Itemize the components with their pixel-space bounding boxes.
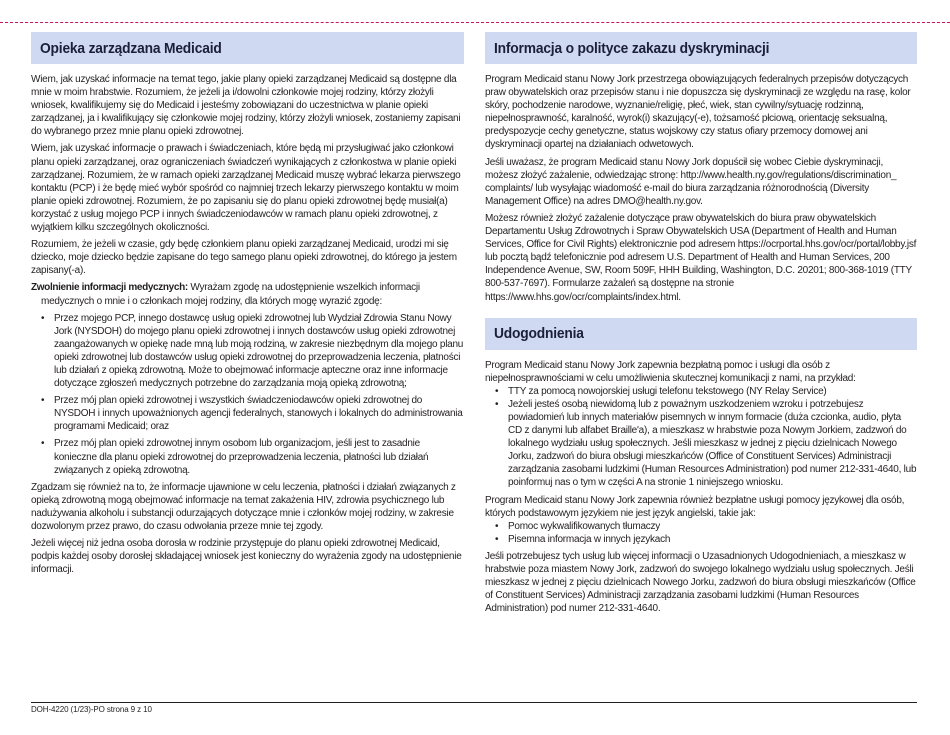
form-number-footer: DOH-4220 (1/23)-PO strona 9 z 10 [31, 705, 152, 714]
paragraph: Wiem, jak uzyskać informacje na temat tego, jakie plany opieki zarządzanej Medicaid są dostępne dla mnie w moim hrabstwie. Rozumiem, że jeżeli ja i/dowolni członkowie mojej rodziny, którzy złożyli wniosek, kwalifikujemy się do Medicaid i jesteśmy zobowiązani do uczestnictwa w planie opieki zarządzanej, ja i kwalifikujący się członkowie mojej rodziny, którzy złożyli wniosek, zostaniemy zapisani do wybranego przez mnie planu opieki zdrowotnej. [31, 74, 461, 138]
paragraph: Jeśli uważasz, że program Medicaid stanu Nowy Jork dopuścił się wobec Ciebie dyskryminacji, możesz złożyć zażalenie, odwiedzając stronę: http://www.health.ny.gov/regulations/discrimination_ complaints/ lub wysyłając wiadomość e-mail do biura zarządzania różnorodnością (Diversity Management Office) na adres DMO@health.ny.gov. [485, 156, 897, 207]
paragraph: Jeżeli więcej niż jedna osoba dorosła w rodzinie przystępuje do planu opieki zdrowotnej Medicaid, podpis każdej osoby dorosłej składającej wniosek jest konieczny do wyrażenia zgody na udostępnienie informacji. [31, 538, 462, 576]
list-item: • Jeżeli jesteś osobą niewidomą lub z poważnym uszkodzeniem wzroku i potrzebujesz powiadomień lub innych materiałów pisemnych w innym formacie (duża czcionka, audio, płyta CD z danymi lub alfabet Braille'a), a mieszkasz w hrabstwie poza Nowym Jorkiem, zadzwoń do lokalnego wydziału usług społecznych. Jeśli mieszkasz w jednej z pięciu dzielnicach Nowego Jorku, zadzwoń do biura obsługi mieszkańców (Office of Constituent Services) Administracji zarządzania zasobami ludzkimi (Human Resources Administration) pod numer 212-331-4640, lub poinformuj nas o tym w części A na stronie 1 niniejszego wniosku. [485, 398, 917, 490]
list-item: • Pomoc wykwalifikowanych tłumaczy [485, 520, 917, 533]
release-text: Wyrażam zgodę na udostępnienie wszelkich informacji medycznych o mnie i o członkach mojej rodziny, dla których mogę wyrazić zgodę: [41, 282, 420, 307]
section-title: Opieka zarządzana Medicaid [40, 39, 222, 57]
paragraph: Program Medicaid stanu Nowy Jork zapewnia bezpłatną pomoc i usługi dla osób z niepełnosprawnościami w celu umożliwienia skutecznej komunikacji z nami, na przykład: [485, 359, 856, 384]
section-header-nondiscrimination [485, 32, 917, 64]
paragraph: Rozumiem, że jeżeli w czasie, gdy będę członkiem planu opieki zarządzanej Medicaid, urodzi mi się dziecko, moje dziecko będzie zapisane do tego samego planu opieki zdrowotnej, do którego ja jestem zapisany(-a). [31, 239, 457, 277]
list-item: • TTY za pomocą nowojorskiej usługi telefonu tekstowego (NY Relay Service) [485, 385, 917, 398]
list-item: • Przez mój plan opieki zdrowotnej innym osobom lub organizacjom, jeśli jest to zasadnie konieczne dla planu opieki zdrowotnej do przeprowadzenia leczenia, płatności lub działań związanych z opieką zdrowotną. [31, 437, 464, 476]
list-item: • Przez mojego PCP, innego dostawcę usług opieki zdrowotnej lub Wydział Zdrowia Stanu Nowy Jork (NYSDOH) do mojego planu opieki zdrowotnej i innych dostawców usług opieki zdrowotnej zaangażowanych w opiekę nade mną lub moją rodziną, w zakresie niezbędnym dla mojego planu opieki zdrowotnej lub dostawców usług opieki zdrowotnej do przeprowadzenia leczenia, płatności lub działań z opieką zdrowotną. Może to obejmować informacje apteczne oraz inne informacje dotyczące zgłoszeń medycznych potrzebne do zarządzania moją opieką zdrowotną; [31, 312, 464, 391]
section-title: Informacja o polityce zakazu dyskryminacji [494, 39, 770, 57]
paragraph: Wiem, jak uzyskać informacje o prawach i świadczeniach, które będą mi przysługiwać jako członkowi planu opieki zarządzanej, oraz ograniczeniach świadczeń wynikających z członkostwa w planie opieki zarządzanej. Rozumiem, że w ramach opieki zarządzanej Medicaid muszę wybrać lekarza pierwszego kontaktu (PCP) i że będę mieć wybór spośród co najmniej trzech lekarzy pierwszego kontaktu w moim planie opieki zdrowotnej. Rozumiem, że po zapisaniu się do planu opieki zdrowotnej będę musiał(a) korzystać z usług mojego PCP i innych świadczeniodawców w ramach planu opieki zdrowotnej, z wyjątkiem kilku szczególnych okoliczności. [31, 143, 461, 234]
language-bullet-list [485, 520, 917, 546]
paragraph: Zgadzam się również na to, że informacje ujawnione w celu leczenia, płatności i działań związanych z opieką zdrowotną mogą obejmować informacje na temat zakażenia HIV, zdrowia psychicznego lub nadużywania alkoholu i substancji odurzających dotyczące mnie i członków mojej rodziny, w zakresie dozwolonym przez prawo, do czasu odwołania przeze mnie tej zgody. [31, 481, 456, 532]
paragraph: Program Medicaid stanu Nowy Jork przestrzega obowiązujących federalnych przepisów dotyczących praw obywatelskich oraz przepisów stanu i nie dopuszcza się dyskryminacji ze względu na rasę, kolor skóry, pochodzenie narodowe, wyznanie/religię, płeć, wiek, stan cywilny/sytuację rodzinną, niepełnosprawność, karalność, wyrok(i) skazujący(-e), tożsamość płciową, orientację seksualną, predyspozycje cechy genetyczne, status wojskowy czy status ofiary przemocy domowej ani dyskryminacji opartej na działaniach odwetowych. [485, 74, 911, 151]
accommodation-bullet-list [485, 385, 917, 490]
footer-rule [31, 702, 917, 703]
list-item: • Pisemna informacja w innych językach [485, 533, 917, 546]
paragraph: Program Medicaid stanu Nowy Jork zapewnia również bezpłatne usługi pomocy językowej dla osób, których podstawowym językiem nie jest język angielski, takie jak: [485, 494, 905, 519]
section-header-managed-care [31, 32, 464, 64]
left-column [31, 32, 464, 580]
list-item: • Przez mój plan opieki zdrowotnej i wszystkich świadczeniodawców opieki zdrowotnej do NYSDOH i innych upoważnionych agencji federalnych, stanowych i lokalnych do administrowania programami Medicaid; oraz [31, 394, 464, 433]
paragraph: Jeśli potrzebujesz tych usług lub więcej informacji o Uzasadnionych Udogodnieniach, a mieszkasz w hrabstwie poza miastem Nowy Jork, zadzwoń do swojego lokalnego wydziału usług społecznych. Jeśli mieszkasz w jednej z pięciu dzielnicach Nowego Jorku, zadzwoń do biura obsługi mieszkańców (Office of Constituent Services) Administracji zarządzania zasobami ludzkimi (Human Resources Administration) pod numer 212-331-4640. [485, 550, 916, 615]
paragraph: Możesz również złożyć zażalenie dotyczące praw obywatelskich do biura praw obywatelskich Departamentu Usług Zdrowotnych i Spraw Obywatelskich USA (Department of Health and Human Services, Office for Civil Rights) elektronicznie pod adresem https://ocrportal.hhs.gov/ocr/portal/lobby.jsf lub pocztą bądź telefonicznie pod adresem U.S. Department of Health and Human Services, 200 Independence Avenue, SW, Room 509F, HHH Building, Washington, D.C. 20201; 800-368-1019 (TTY 800-537-7697). Formularze zażaleń są dostępne na stronie https://www.hhs.gov/ocr/complaints/index.html. [485, 212, 917, 303]
release-lead: Zwolnienie informacji medycznych: [31, 282, 188, 294]
right-column [485, 32, 917, 619]
release-bullet-list [31, 312, 464, 477]
release-paragraph [31, 281, 464, 307]
section-header-accommodations [485, 318, 917, 350]
perforation-line [0, 22, 950, 23]
section-title: Udogodnienia [494, 325, 584, 343]
